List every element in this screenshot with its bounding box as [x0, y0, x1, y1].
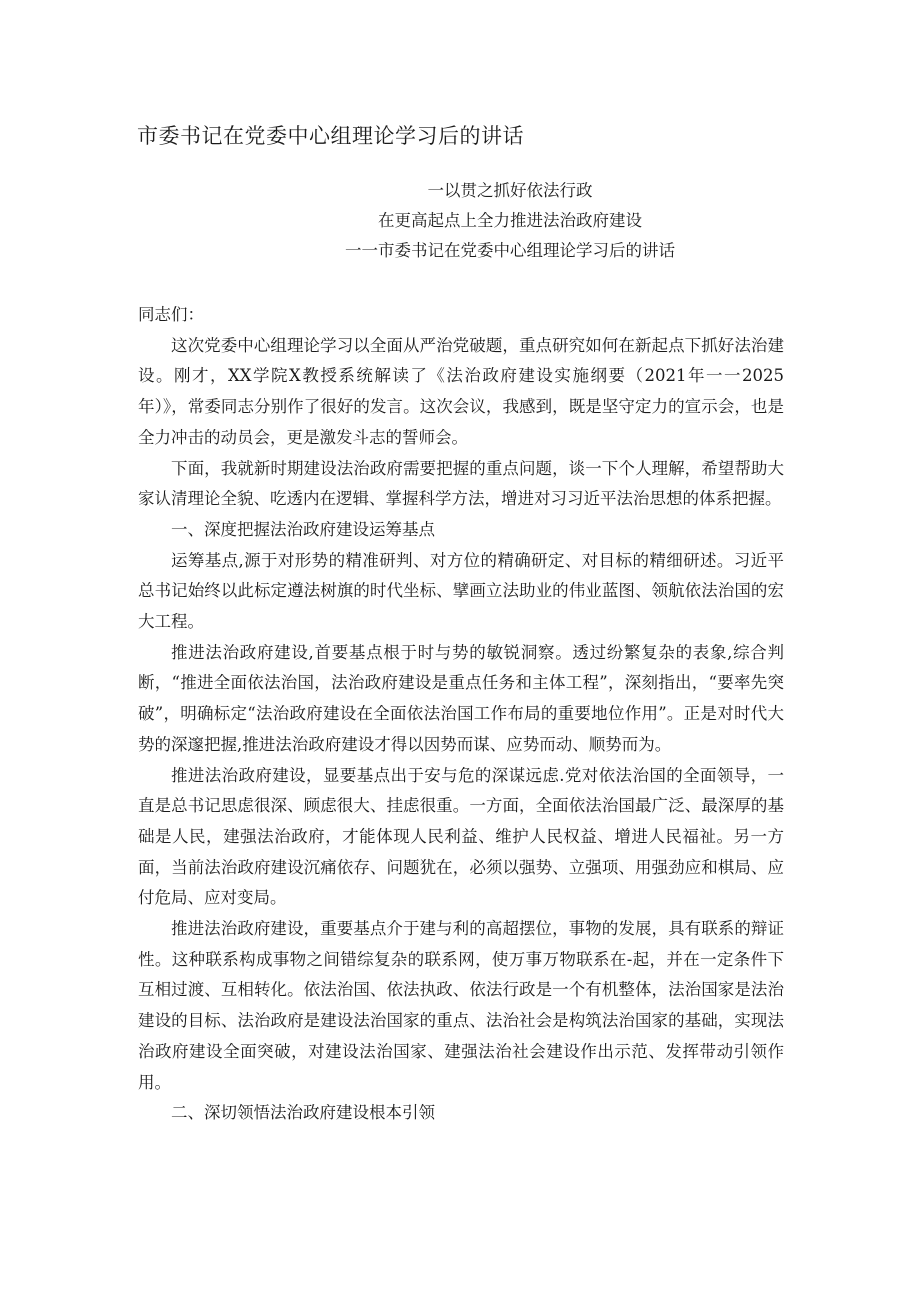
document-body	[138, 300, 784, 1129]
paragraph: 推进法治政府建设，重要基点介于建与利的高超摆位，事物的发展，具有联系的辩证性。这种联系构成事物之间错综复杂的联系网，使万事万物联系在-起，并在一定条件下互相过渡、互相转化。依法治国、依法执政、依法行政是一个有机整体，法治国家是法治建设的目标、法治政府是建设法治国家的重点、法治社会是构筑法治国家的基础，实现法治政府建设全面突破，对建设法治国家、建强法治社会建设作出示范、发挥带动引领作用。	[138, 919, 784, 1092]
paragraph: 下面，我就新时期建设法治政府需要把握的重点问题，谈一下个人理解，希望帮助大家认清理论全貌、吃透内在逻辑、掌握科学方法，增进对习习近平法治思想的体系把握。	[138, 458, 784, 509]
paragraph: 运筹基点,源于对形势的精准研判、对方位的精确研定、对目标的精细研述。习近平总书记始终以此标定遵法树旗的时代坐标、擘画立法助业的伟业蓝图、领航依法治国的宏大工程。	[138, 550, 784, 632]
subtitle-line: 一以贯之抓好依法行政	[427, 181, 593, 200]
document-title: 市委书记在党委中心组理论学习后的讲话	[137, 124, 524, 148]
paragraph: 推进法治政府建设，显要基点出于安与危的深谋远虑.党对依法治国的全面领导，一直是总书记思虑很深、顾虑很大、挂虑很重。一方面，全面依法治国最广泛、最深厚的基础是人民，建强法治政府，才能体现人民利益、维护人民权益、增进人民福祉。另一方面，当前法治政府建设沉痛依存、问题犹在，必须以强势、立强项、用强劲应和棋局、应付危局、应对变局。	[138, 765, 784, 908]
subtitle-line: 在更高起点上全力推进法治政府建设	[378, 211, 642, 230]
subtitle-block	[0, 176, 920, 266]
paragraph: 这次党委中心组理论学习以全面从严治党破题，重点研究如何在新起点下抓好法治建设。刚才，XX学院X教授系统解读了《法治政府建设实施纲要（2021年一一2025年）》，常委同志分别作了很好的发言。这次会议，我感到，既是坚守定力的宣示会，也是全力冲击的动员会，更是激发斗志的誓师会。	[138, 335, 784, 447]
section-heading: 二、深切领悟法治政府建设根本引领	[171, 1103, 435, 1123]
section-heading: 一、深度把握法治政府建设运筹基点	[171, 519, 435, 539]
subtitle-line: 一一市委书记在党委中心组理论学习后的讲话	[345, 241, 675, 260]
salutation: 同志们：	[138, 305, 204, 324]
paragraph: 推进法治政府建设,首要基点根于时与势的敏锐洞察。透过纷繁复杂的表象,综合判断，“推进全面依法治国，法治政府建设是重点任务和主体工程”，深刻指出，“要率先突破”，明确标定“法治政府建设在全面依法治国工作布局的重要地位作用”。正是对时代大势的深邃把握,推进法治政府建设才得以因势而谋、应势而动、顺势而为。	[138, 642, 784, 754]
